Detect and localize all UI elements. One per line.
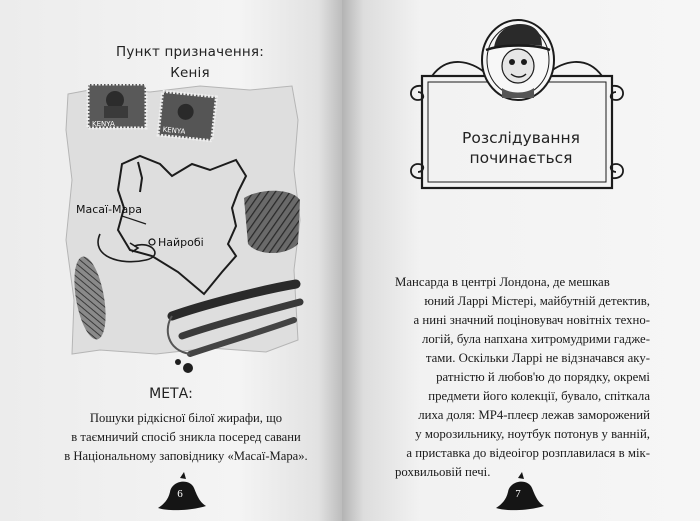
stamp-2-label: KENYA [162,125,186,136]
body-line: а нині значний поціновувач новітніх техно- [413,313,650,327]
map-label-nairobi: Найробі [158,236,204,249]
body-line: тами. Оскільки Ларрі не відзначався аку- [425,351,650,365]
mission-text [46,409,326,466]
woven-basket [244,191,300,253]
body-line: у морозильнику, ноутбук потонув у ванній, [415,427,650,441]
kenya-stamp-2 [158,91,216,140]
body-paragraph [395,273,650,482]
body-line: юний Ларрі Містері, майбутній детектив, [424,294,650,308]
mission-line: Пошуки рідкісної білої жирафи, що [89,411,283,425]
kenya-collage [60,80,310,380]
body-line: лиха доля: MP4-плеєр лежав заморожений [418,408,650,422]
map-label-masai-mara: Масаї-Мара [76,203,142,216]
destination-heading-line2: Кенія [170,65,210,81]
kenya-stamp-1 [88,84,146,128]
mission-heading: МЕТА: [149,386,193,402]
destination-heading-line1: Пункт призначення: [116,44,264,60]
body-line: а приставка до відеоігор розплавилася в мік- [406,446,650,460]
body-line: предмети його колекції, бувало, спіткала [428,389,650,403]
body-line: Мансарда в центрі Лондона, де мешкав [395,275,610,289]
body-line: ратністю й любов'ю до порядку, окремі [436,370,650,384]
page-number-left: 6 [177,488,183,500]
destination-heading [60,42,320,84]
chapter-frame [402,14,634,200]
detective-portrait [482,20,554,100]
page-number-right: 7 [515,488,521,500]
chapter-title [426,128,616,168]
stamp-1-label: KENYA [92,120,115,128]
chapter-title-line1: Розслідування [462,129,580,147]
chapter-title-line2: починається [469,149,573,167]
body-line: логій, була напхана хитромудрими гадже- [421,332,650,346]
body-line: рохвильовій печі. [395,465,491,479]
mission-line: в таємничий спосіб зникла посеред савани [71,430,301,444]
mission-line: в Національному заповіднику «Масаї-Мара». [64,449,308,463]
